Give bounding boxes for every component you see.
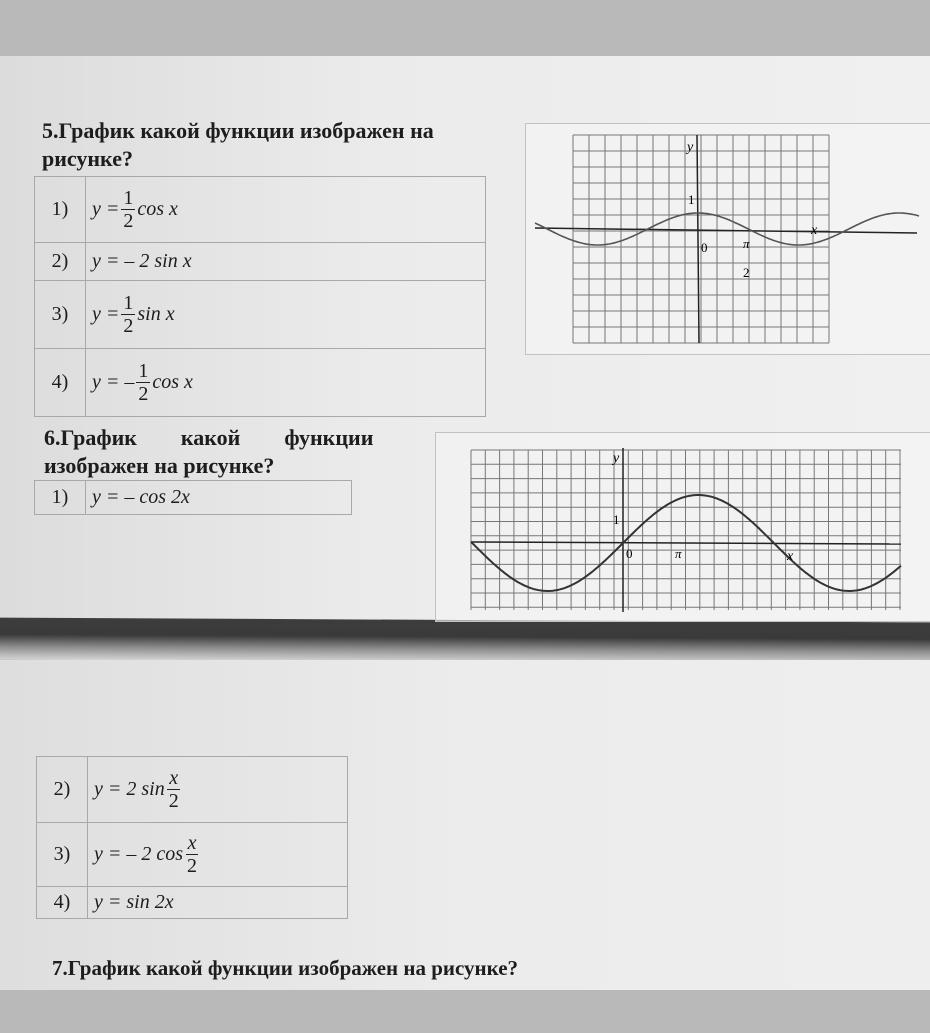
q6-option-4[interactable]: [37, 887, 348, 919]
q6-option-formula: y = sin 2x: [88, 887, 348, 919]
q6-option-formula: y = – 2 cos $\frac{x}{2}$: [88, 823, 348, 887]
q6-grid: [471, 450, 901, 610]
q5-option-number: 4): [35, 349, 86, 417]
q6-graph: [435, 432, 929, 622]
q5-option-formula: y = – 2 sin x: [86, 243, 486, 281]
q7-title: 7.График какой функции изображен на рисунке?: [52, 956, 519, 980]
q5-y-axis: [697, 135, 699, 343]
q5-zero-label: 0: [701, 240, 708, 255]
q6-zero-label: 0: [626, 546, 633, 561]
q6-x-axis: [471, 542, 901, 544]
q6-option-formula: y = – cos 2x: [86, 481, 352, 515]
q5-option-number: 2): [35, 243, 86, 281]
q6-option-number: 3): [37, 823, 88, 887]
q6-options-table-bottom: [36, 756, 348, 919]
q6-option-number: 1): [35, 481, 86, 515]
q5-option-number: 1): [35, 177, 86, 243]
q5-option-2[interactable]: [35, 243, 486, 281]
q5-one-label: 1: [688, 192, 695, 207]
q5-y-label: y: [687, 140, 694, 155]
q6-y-label: y: [613, 451, 620, 466]
q6-option-1[interactable]: [35, 481, 352, 515]
q5-option-formula: y = $\frac{1}{2}$ cos x: [86, 177, 486, 243]
q5-grid: [573, 135, 829, 343]
q6-title-line2: изображен на рисунке?: [44, 453, 275, 478]
q6-one-label: 1: [613, 512, 620, 527]
q6-option-2[interactable]: [37, 757, 348, 823]
q5-pi-label: π: [743, 236, 750, 251]
q6-options-table-top: [34, 480, 352, 515]
q6-option-number: 4): [37, 887, 88, 919]
q5-title-line1: 5.График какой функции изображен на: [42, 118, 434, 143]
q5-option-1[interactable]: [35, 177, 486, 243]
q6-option-formula: y = 2 sin $\frac{x}{2}$: [88, 757, 348, 823]
q5-option-4[interactable]: [35, 349, 486, 417]
q6-title: [44, 424, 373, 480]
q6-option-3[interactable]: [37, 823, 348, 887]
q6-title-line1: 6.График какой функции: [44, 425, 374, 450]
q5-option-formula: y = $\frac{1}{2}$ sin x: [86, 281, 486, 349]
q5-pi-denominator-label: 2: [743, 265, 750, 280]
q5-title: [42, 117, 434, 173]
q6-x-label: x: [787, 549, 794, 564]
q6-option-number: 2): [37, 757, 88, 823]
q5-title-line2: рисунке?: [42, 146, 133, 171]
q5-option-formula: y = – $\frac{1}{2}$ cos x: [86, 349, 486, 417]
q5-option-number: 3): [35, 281, 86, 349]
q5-graph: [525, 123, 929, 355]
q5-x-label: x: [811, 223, 818, 238]
q5-options-table: [34, 176, 486, 417]
q5-option-3[interactable]: [35, 281, 486, 349]
q6-pi-label: π: [675, 546, 682, 561]
page-divider: [0, 618, 930, 665]
